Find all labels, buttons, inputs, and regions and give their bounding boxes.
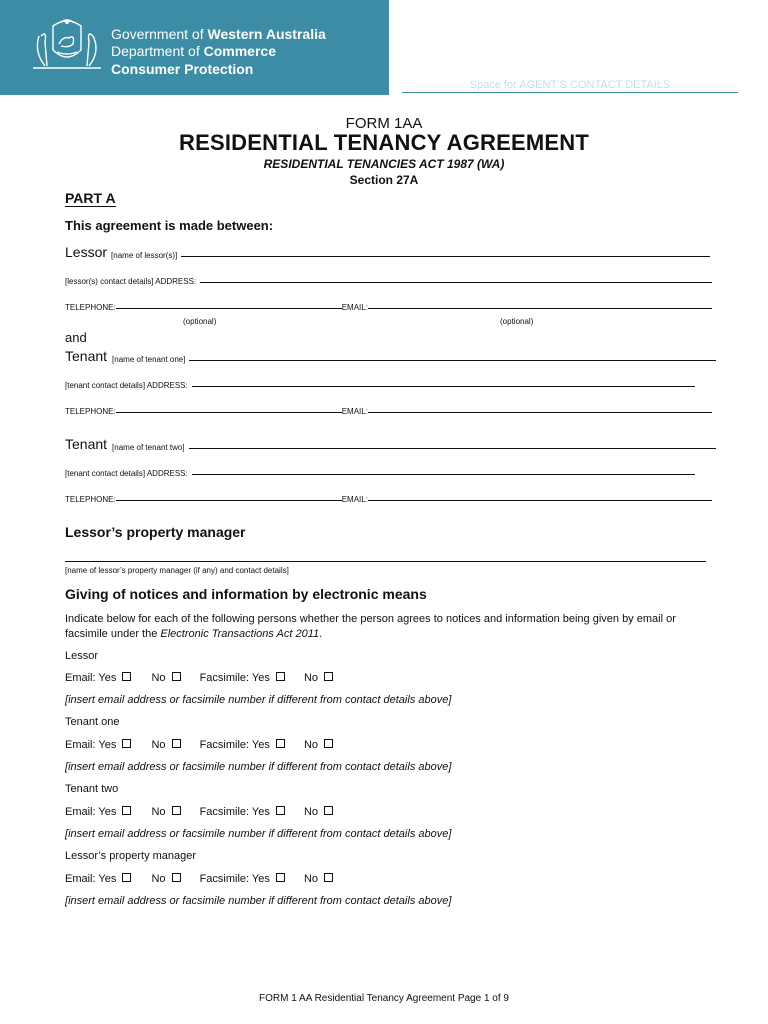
division-name: Consumer Protection (111, 61, 254, 77)
person-label-property-manager: Lessor’s property manager (65, 850, 197, 862)
fax-no-label: No (303, 806, 318, 818)
insert-instruction-tenant-one[interactable]: [insert email address or facsimile number if different from contact details above] (65, 761, 452, 773)
lessor-telephone-label: TELEPHONE: (65, 303, 116, 312)
lessor-telephone-field[interactable] (116, 307, 342, 309)
email-yes-label: Email: Yes (65, 739, 117, 751)
tenant-two-email-label: EMAIL: (341, 495, 368, 504)
tenant-two-name-row (65, 436, 716, 452)
insert-instruction-lessor[interactable]: [insert email address or facsimile number if different from contact details above] (65, 694, 452, 706)
tenant-one-label: Tenant (65, 348, 108, 364)
notices-paragraph (65, 612, 676, 642)
tenant-two-name-field[interactable] (189, 447, 716, 449)
consent-row-tenant-one (65, 739, 333, 751)
tenant-two-telephone-field[interactable] (116, 499, 342, 501)
tenant-one-telephone-label: TELEPHONE: (65, 407, 116, 416)
lessor-contact-row (65, 303, 712, 312)
tenant-two-email-no-checkbox[interactable] (172, 806, 181, 815)
tenant-one-email-field[interactable] (368, 411, 712, 413)
lessor-address-row (65, 277, 712, 286)
manager-email-no-checkbox[interactable] (172, 873, 181, 882)
tenant-one-address-label: [tenant contact details] ADDRESS: (65, 381, 188, 390)
tenant-two-contact-row (65, 495, 712, 504)
page-footer: FORM 1 AA Residential Tenancy Agreement Page 1 of 9 (259, 993, 509, 1004)
tenant-one-address-row (65, 381, 695, 390)
person-label-tenant-one: Tenant one (65, 716, 120, 728)
telephone-optional-note: (optional) (183, 317, 217, 326)
para-suffix: . (319, 628, 323, 640)
email-yes-label: Email: Yes (65, 873, 117, 885)
lessor-email-label: EMAIL: (341, 303, 368, 312)
email-optional-note: (optional) (500, 317, 534, 326)
lessor-email-yes-checkbox[interactable] (122, 672, 131, 681)
consent-row-property-manager (65, 873, 333, 885)
government-name (111, 26, 326, 42)
dept-name: Commerce (203, 43, 276, 59)
manager-fax-yes-checkbox[interactable] (276, 873, 285, 882)
insert-instruction-property-manager[interactable]: [insert email address or facsimile number if different from contact details above] (65, 895, 452, 907)
tenant-one-email-label: EMAIL: (341, 407, 368, 416)
form-number: FORM 1AA (345, 115, 423, 132)
fax-no-label: No (303, 672, 318, 684)
fax-yes-label: Facsimile: Yes (199, 739, 270, 751)
tenant-one-fax-no-checkbox[interactable] (324, 739, 333, 748)
tenant-two-email-yes-checkbox[interactable] (122, 806, 131, 815)
lessor-fax-yes-checkbox[interactable] (276, 672, 285, 681)
tenant-two-telephone-label: TELEPHONE: (65, 495, 116, 504)
tenant-two-address-row (65, 469, 695, 478)
notices-paragraph-line-1: Indicate below for each of the following persons whether the person agrees to notices and information being given by email or (65, 613, 676, 625)
email-no-label: No (151, 672, 166, 684)
tenant-one-hint: [name of tenant one] (112, 355, 186, 364)
act-reference: RESIDENTIAL TENANCIES ACT 1987 (WA) (263, 157, 505, 171)
email-no-label: No (151, 806, 166, 818)
fax-no-label: No (303, 739, 318, 751)
insert-text: insert email address or facsimile number if different from contact details above (68, 761, 449, 773)
email-no-label: No (151, 739, 166, 751)
email-yes-label: Email: Yes (65, 806, 117, 818)
form-title: RESIDENTIAL TENANCY AGREEMENT (179, 130, 589, 155)
email-yes-label: Email: Yes (65, 672, 117, 684)
agent-contact-placeholder[interactable]: Space for AGENT’S CONTACT DETAILS (402, 79, 738, 93)
tenant-one-contact-row (65, 407, 712, 416)
property-manager-heading: Lessor’s property manager (65, 524, 246, 540)
tenant-one-email-no-checkbox[interactable] (172, 739, 181, 748)
tenant-one-email-yes-checkbox[interactable] (122, 739, 131, 748)
fax-yes-label: Facsimile: Yes (199, 806, 270, 818)
tenant-two-address-field[interactable] (192, 473, 695, 475)
dept-prefix: Department of (111, 43, 200, 59)
tenant-two-fax-no-checkbox[interactable] (324, 806, 333, 815)
insert-text: insert email address or facsimile number if different from contact details above (68, 895, 449, 907)
tenant-one-address-field[interactable] (192, 385, 695, 387)
tenant-one-telephone-field[interactable] (116, 411, 342, 413)
tenant-two-address-label: [tenant contact details] ADDRESS: (65, 469, 188, 478)
manager-fax-no-checkbox[interactable] (324, 873, 333, 882)
tenant-one-name-row (65, 348, 716, 364)
fax-yes-label: Facsimile: Yes (199, 873, 270, 885)
tenant-one-fax-yes-checkbox[interactable] (276, 739, 285, 748)
wa-crest-logo (27, 14, 107, 76)
part-a-heading: PART A (65, 190, 116, 206)
and-text: and (65, 330, 87, 345)
insert-instruction-tenant-two[interactable]: [insert email address or facsimile number if different from contact details above] (65, 828, 452, 840)
manager-email-yes-checkbox[interactable] (122, 873, 131, 882)
section-reference: Section 27A (349, 173, 419, 187)
notices-heading: Giving of notices and information by electronic means (65, 586, 427, 602)
made-between-text: This agreement is made between: (65, 218, 274, 233)
lessor-name-row (65, 244, 710, 260)
property-manager-field[interactable] (65, 561, 706, 562)
consent-row-tenant-two (65, 806, 333, 818)
lessor-email-no-checkbox[interactable] (172, 672, 181, 681)
lessor-address-field[interactable] (200, 281, 712, 283)
lessor-hint: [name of lessor(s)] (111, 251, 178, 260)
notices-paragraph-line-2 (65, 627, 676, 642)
fax-no-label: No (303, 873, 318, 885)
para-prefix: facsimile under the (65, 628, 158, 640)
lessor-label: Lessor (65, 244, 108, 260)
tenant-one-name-field[interactable] (189, 359, 716, 361)
department-name (111, 43, 276, 59)
tenant-two-fax-yes-checkbox[interactable] (276, 806, 285, 815)
insert-text: insert email address or facsimile number if different from contact details above (68, 828, 449, 840)
fax-yes-label: Facsimile: Yes (199, 672, 270, 684)
lessor-name-field[interactable] (181, 255, 710, 257)
email-no-label: No (151, 873, 166, 885)
person-label-tenant-two: Tenant two (65, 783, 119, 795)
lessor-address-label: [lessor(s) contact details] ADDRESS: (65, 277, 197, 286)
gov-prefix: Government of (111, 26, 204, 42)
person-label-lessor: Lessor (65, 650, 99, 662)
lessor-fax-no-checkbox[interactable] (324, 672, 333, 681)
tenant-two-label: Tenant (65, 436, 108, 452)
lessor-email-field[interactable] (368, 307, 712, 309)
tenant-two-email-field[interactable] (368, 499, 712, 501)
insert-text: insert email address or facsimile number if different from contact details above (68, 694, 449, 706)
act-name: Electronic Transactions Act 2011 (160, 628, 320, 640)
header-banner (0, 0, 389, 95)
gov-state: Western Australia (207, 26, 326, 42)
tenant-two-hint: [name of tenant two] (112, 443, 185, 452)
property-manager-hint: [name of lessor’s property manager (if any) and contact details] (65, 566, 289, 575)
consent-row-lessor (65, 672, 333, 684)
